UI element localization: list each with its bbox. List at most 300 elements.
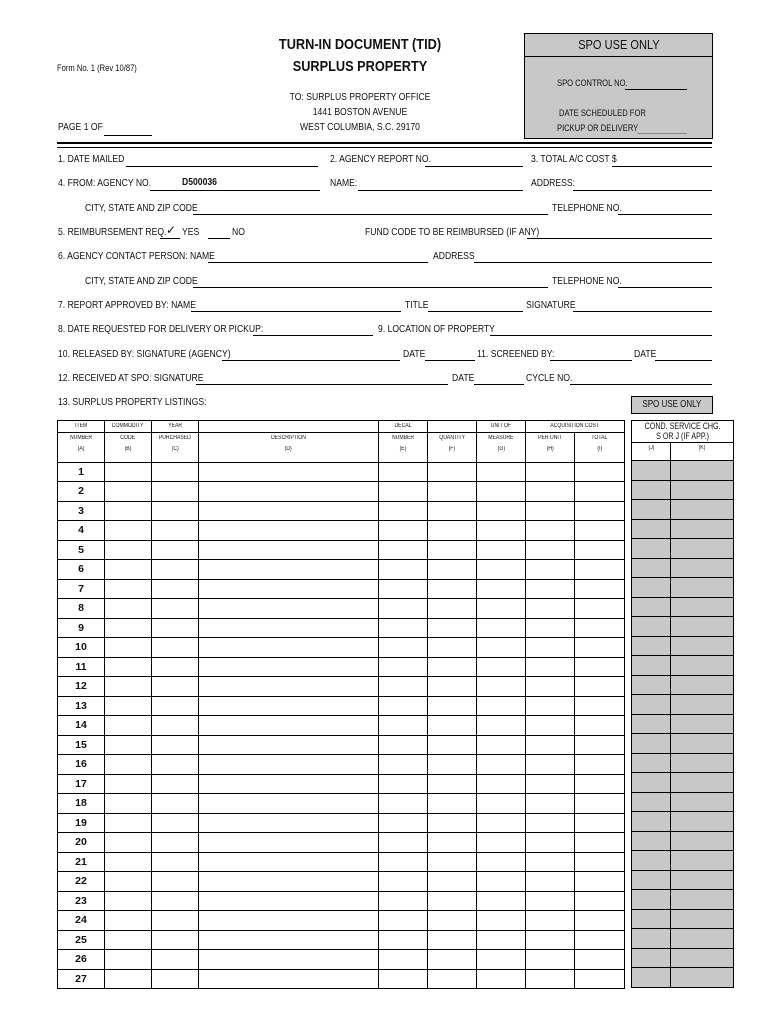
table-cell[interactable] — [379, 618, 428, 638]
spo-table-cell[interactable] — [632, 714, 671, 734]
table-cell[interactable] — [428, 911, 477, 931]
table-cell[interactable] — [526, 872, 575, 892]
table-cell[interactable] — [105, 969, 152, 989]
spo-table-cell[interactable] — [671, 675, 734, 695]
table-cell[interactable] — [379, 891, 428, 911]
table-cell[interactable] — [526, 930, 575, 950]
screened-by-field[interactable] — [550, 360, 632, 361]
table-cell[interactable] — [379, 716, 428, 736]
table-cell[interactable] — [477, 891, 526, 911]
table-cell[interactable] — [428, 716, 477, 736]
table-cell[interactable] — [379, 599, 428, 619]
table-cell[interactable] — [379, 813, 428, 833]
date-requested-field[interactable] — [253, 335, 373, 336]
table-cell[interactable] — [575, 833, 625, 853]
table-cell[interactable] — [379, 735, 428, 755]
table-cell[interactable] — [575, 774, 625, 794]
spo-table-cell[interactable] — [632, 578, 671, 598]
table-cell[interactable] — [105, 891, 152, 911]
reimbursement-yes-field[interactable] — [160, 238, 180, 239]
table-cell[interactable] — [428, 969, 477, 989]
table-cell[interactable] — [379, 872, 428, 892]
table-cell[interactable] — [477, 599, 526, 619]
table-cell[interactable] — [575, 950, 625, 970]
table-cell[interactable] — [477, 540, 526, 560]
table-cell[interactable] — [152, 735, 199, 755]
table-cell[interactable] — [152, 716, 199, 736]
table-cell[interactable] — [199, 696, 379, 716]
table-cell[interactable] — [105, 540, 152, 560]
table-cell[interactable] — [526, 657, 575, 677]
received-date-field[interactable] — [474, 384, 524, 385]
table-cell[interactable] — [477, 677, 526, 697]
table-cell[interactable] — [477, 560, 526, 580]
table-cell[interactable] — [428, 774, 477, 794]
table-cell[interactable] — [575, 755, 625, 775]
spo-table-cell[interactable] — [632, 636, 671, 656]
spo-table-cell[interactable] — [671, 636, 734, 656]
spo-table-cell[interactable] — [671, 714, 734, 734]
table-cell[interactable] — [428, 657, 477, 677]
table-cell[interactable] — [428, 950, 477, 970]
table-cell[interactable] — [105, 677, 152, 697]
spo-table-cell[interactable] — [632, 695, 671, 715]
table-cell[interactable] — [379, 638, 428, 658]
table-cell[interactable] — [526, 833, 575, 853]
table-cell[interactable] — [526, 579, 575, 599]
agency-no-field[interactable] — [150, 190, 320, 191]
table-cell[interactable] — [477, 638, 526, 658]
table-cell[interactable] — [379, 774, 428, 794]
table-cell[interactable] — [526, 774, 575, 794]
table-cell[interactable] — [428, 521, 477, 541]
spo-table-cell[interactable] — [671, 578, 734, 598]
table-cell[interactable] — [477, 579, 526, 599]
table-cell[interactable] — [379, 950, 428, 970]
spo-table-cell[interactable] — [671, 870, 734, 890]
spo-table-cell[interactable] — [671, 753, 734, 773]
spo-table-cell[interactable] — [632, 500, 671, 520]
table-cell[interactable] — [428, 872, 477, 892]
spo-table-cell[interactable] — [671, 909, 734, 929]
table-cell[interactable] — [526, 794, 575, 814]
spo-table-cell[interactable] — [632, 792, 671, 812]
table-cell[interactable] — [199, 579, 379, 599]
table-cell[interactable] — [526, 716, 575, 736]
spo-table-cell[interactable] — [671, 890, 734, 910]
telephone-field[interactable] — [618, 214, 712, 215]
table-cell[interactable] — [575, 540, 625, 560]
table-cell[interactable] — [105, 813, 152, 833]
table-cell[interactable] — [379, 462, 428, 482]
spo-table-cell[interactable] — [632, 480, 671, 500]
table-cell[interactable] — [379, 852, 428, 872]
table-cell[interactable] — [379, 677, 428, 697]
table-cell[interactable] — [526, 501, 575, 521]
table-cell[interactable] — [575, 716, 625, 736]
table-cell[interactable] — [575, 501, 625, 521]
location-property-field[interactable] — [490, 335, 712, 336]
table-cell[interactable] — [152, 521, 199, 541]
spo-table-cell[interactable] — [671, 734, 734, 754]
table-cell[interactable] — [575, 891, 625, 911]
spo-table-cell[interactable] — [671, 929, 734, 949]
table-cell[interactable] — [526, 560, 575, 580]
table-cell[interactable] — [199, 774, 379, 794]
spo-table-cell[interactable] — [671, 831, 734, 851]
table-cell[interactable] — [199, 657, 379, 677]
table-cell[interactable] — [152, 540, 199, 560]
table-cell[interactable] — [428, 482, 477, 502]
table-cell[interactable] — [199, 872, 379, 892]
table-cell[interactable] — [199, 521, 379, 541]
table-cell[interactable] — [152, 930, 199, 950]
table-cell[interactable] — [428, 794, 477, 814]
table-cell[interactable] — [477, 735, 526, 755]
table-cell[interactable] — [152, 852, 199, 872]
table-cell[interactable] — [199, 716, 379, 736]
table-cell[interactable] — [428, 579, 477, 599]
table-cell[interactable] — [575, 813, 625, 833]
spo-table-cell[interactable] — [632, 617, 671, 637]
table-cell[interactable] — [526, 852, 575, 872]
table-cell[interactable] — [379, 657, 428, 677]
table-cell[interactable] — [477, 794, 526, 814]
spo-table-cell[interactable] — [632, 656, 671, 676]
table-cell[interactable] — [105, 599, 152, 619]
table-cell[interactable] — [575, 560, 625, 580]
contact-address-field[interactable] — [474, 262, 712, 263]
spo-table-cell[interactable] — [632, 948, 671, 968]
table-cell[interactable] — [428, 540, 477, 560]
spo-table-cell[interactable] — [671, 480, 734, 500]
reimbursement-no-field[interactable] — [208, 238, 230, 239]
spo-table-cell[interactable] — [632, 539, 671, 559]
spo-table-cell[interactable] — [632, 870, 671, 890]
table-cell[interactable] — [152, 891, 199, 911]
table-cell[interactable] — [428, 930, 477, 950]
screened-date-field[interactable] — [655, 360, 712, 361]
table-cell[interactable] — [379, 930, 428, 950]
table-cell[interactable] — [575, 696, 625, 716]
table-cell[interactable] — [152, 501, 199, 521]
table-cell[interactable] — [152, 696, 199, 716]
table-cell[interactable] — [526, 755, 575, 775]
contact-city-state-zip-field[interactable] — [193, 287, 548, 288]
table-cell[interactable] — [152, 755, 199, 775]
table-cell[interactable] — [152, 969, 199, 989]
total-ac-cost-field[interactable] — [612, 166, 712, 167]
table-cell[interactable] — [575, 482, 625, 502]
table-cell[interactable] — [477, 813, 526, 833]
spo-table-cell[interactable] — [671, 695, 734, 715]
table-cell[interactable] — [105, 501, 152, 521]
table-cell[interactable] — [379, 969, 428, 989]
spo-table-cell[interactable] — [671, 968, 734, 988]
table-cell[interactable] — [152, 794, 199, 814]
table-cell[interactable] — [526, 521, 575, 541]
table-cell[interactable] — [152, 950, 199, 970]
spo-table-cell[interactable] — [671, 597, 734, 617]
table-cell[interactable] — [152, 638, 199, 658]
table-cell[interactable] — [152, 911, 199, 931]
table-cell[interactable] — [526, 735, 575, 755]
table-cell[interactable] — [526, 911, 575, 931]
table-cell[interactable] — [477, 462, 526, 482]
table-cell[interactable] — [526, 677, 575, 697]
approved-name-field[interactable] — [191, 311, 401, 312]
city-state-zip-field[interactable] — [193, 214, 548, 215]
table-cell[interactable] — [379, 833, 428, 853]
spo-table-cell[interactable] — [671, 500, 734, 520]
spo-table-cell[interactable] — [632, 558, 671, 578]
table-cell[interactable] — [105, 618, 152, 638]
table-cell[interactable] — [428, 735, 477, 755]
table-cell[interactable] — [575, 930, 625, 950]
spo-table-cell[interactable] — [632, 597, 671, 617]
spo-table-cell[interactable] — [632, 519, 671, 539]
table-cell[interactable] — [199, 794, 379, 814]
table-cell[interactable] — [575, 852, 625, 872]
table-cell[interactable] — [575, 599, 625, 619]
table-cell[interactable] — [428, 618, 477, 638]
released-date-field[interactable] — [425, 360, 475, 361]
table-cell[interactable] — [477, 482, 526, 502]
spo-table-cell[interactable] — [671, 461, 734, 481]
spo-table-cell[interactable] — [632, 831, 671, 851]
table-cell[interactable] — [379, 911, 428, 931]
spo-table-cell[interactable] — [632, 968, 671, 988]
table-cell[interactable] — [199, 638, 379, 658]
table-cell[interactable] — [199, 618, 379, 638]
table-cell[interactable] — [379, 501, 428, 521]
table-cell[interactable] — [199, 462, 379, 482]
table-cell[interactable] — [575, 735, 625, 755]
table-cell[interactable] — [477, 618, 526, 638]
table-cell[interactable] — [477, 521, 526, 541]
table-cell[interactable] — [105, 579, 152, 599]
spo-table-cell[interactable] — [671, 539, 734, 559]
table-cell[interactable] — [152, 774, 199, 794]
table-cell[interactable] — [199, 852, 379, 872]
table-cell[interactable] — [379, 482, 428, 502]
agency-report-no-field[interactable] — [425, 166, 523, 167]
table-cell[interactable] — [105, 794, 152, 814]
table-cell[interactable] — [105, 657, 152, 677]
table-cell[interactable] — [526, 462, 575, 482]
table-cell[interactable] — [152, 833, 199, 853]
table-cell[interactable] — [152, 872, 199, 892]
spo-table-cell[interactable] — [632, 890, 671, 910]
table-cell[interactable] — [477, 657, 526, 677]
contact-telephone-field[interactable] — [618, 287, 712, 288]
table-cell[interactable] — [199, 735, 379, 755]
table-cell[interactable] — [477, 774, 526, 794]
table-cell[interactable] — [199, 969, 379, 989]
table-cell[interactable] — [526, 599, 575, 619]
table-cell[interactable] — [105, 755, 152, 775]
table-cell[interactable] — [105, 560, 152, 580]
spo-table-cell[interactable] — [632, 909, 671, 929]
cycle-no-field[interactable] — [570, 384, 712, 385]
spo-table-cell[interactable] — [632, 929, 671, 949]
fund-code-field[interactable] — [527, 238, 712, 239]
table-cell[interactable] — [199, 813, 379, 833]
table-cell[interactable] — [105, 852, 152, 872]
table-cell[interactable] — [105, 833, 152, 853]
table-cell[interactable] — [152, 618, 199, 638]
spo-table-cell[interactable] — [671, 519, 734, 539]
table-cell[interactable] — [428, 501, 477, 521]
table-cell[interactable] — [477, 911, 526, 931]
table-cell[interactable] — [428, 599, 477, 619]
table-cell[interactable] — [526, 540, 575, 560]
table-cell[interactable] — [428, 462, 477, 482]
table-cell[interactable] — [477, 969, 526, 989]
table-cell[interactable] — [575, 677, 625, 697]
spo-table-cell[interactable] — [671, 773, 734, 793]
table-cell[interactable] — [477, 501, 526, 521]
date-mailed-field[interactable] — [126, 166, 318, 167]
table-cell[interactable] — [428, 696, 477, 716]
table-cell[interactable] — [428, 891, 477, 911]
spo-table-cell[interactable] — [671, 948, 734, 968]
table-cell[interactable] — [526, 813, 575, 833]
table-cell[interactable] — [105, 872, 152, 892]
table-cell[interactable] — [575, 657, 625, 677]
table-cell[interactable] — [152, 813, 199, 833]
table-cell[interactable] — [152, 482, 199, 502]
table-cell[interactable] — [379, 794, 428, 814]
table-cell[interactable] — [105, 930, 152, 950]
contact-name-field[interactable] — [208, 262, 428, 263]
table-cell[interactable] — [105, 638, 152, 658]
table-cell[interactable] — [477, 872, 526, 892]
table-cell[interactable] — [105, 716, 152, 736]
table-cell[interactable] — [152, 677, 199, 697]
table-cell[interactable] — [477, 833, 526, 853]
table-cell[interactable] — [575, 969, 625, 989]
table-cell[interactable] — [199, 501, 379, 521]
table-cell[interactable] — [105, 521, 152, 541]
table-cell[interactable] — [199, 677, 379, 697]
table-cell[interactable] — [428, 813, 477, 833]
table-cell[interactable] — [477, 696, 526, 716]
table-cell[interactable] — [526, 618, 575, 638]
table-cell[interactable] — [526, 891, 575, 911]
spo-table-cell[interactable] — [632, 734, 671, 754]
spo-table-cell[interactable] — [632, 812, 671, 832]
table-cell[interactable] — [152, 599, 199, 619]
table-cell[interactable] — [199, 599, 379, 619]
table-cell[interactable] — [199, 833, 379, 853]
page-total-field[interactable] — [104, 135, 152, 136]
spo-table-cell[interactable] — [671, 656, 734, 676]
table-cell[interactable] — [526, 696, 575, 716]
spo-table-cell[interactable] — [632, 773, 671, 793]
table-cell[interactable] — [199, 930, 379, 950]
table-cell[interactable] — [379, 540, 428, 560]
spo-table-cell[interactable] — [632, 851, 671, 871]
address-field[interactable] — [573, 190, 712, 191]
table-cell[interactable] — [575, 872, 625, 892]
table-cell[interactable] — [428, 677, 477, 697]
table-cell[interactable] — [105, 462, 152, 482]
table-cell[interactable] — [152, 657, 199, 677]
table-cell[interactable] — [526, 969, 575, 989]
spo-table-cell[interactable] — [671, 851, 734, 871]
table-cell[interactable] — [199, 911, 379, 931]
table-cell[interactable] — [428, 755, 477, 775]
released-by-field[interactable] — [222, 360, 400, 361]
table-cell[interactable] — [428, 560, 477, 580]
table-cell[interactable] — [477, 755, 526, 775]
approved-signature-field[interactable] — [573, 311, 712, 312]
spo-table-cell[interactable] — [671, 812, 734, 832]
table-cell[interactable] — [477, 716, 526, 736]
table-cell[interactable] — [575, 618, 625, 638]
table-cell[interactable] — [477, 852, 526, 872]
table-cell[interactable] — [575, 521, 625, 541]
table-cell[interactable] — [105, 735, 152, 755]
table-cell[interactable] — [105, 950, 152, 970]
table-cell[interactable] — [526, 950, 575, 970]
table-cell[interactable] — [526, 482, 575, 502]
table-cell[interactable] — [105, 774, 152, 794]
name-field[interactable] — [358, 190, 523, 191]
table-cell[interactable] — [575, 794, 625, 814]
spo-table-cell[interactable] — [671, 792, 734, 812]
spo-table-cell[interactable] — [671, 617, 734, 637]
table-cell[interactable] — [379, 579, 428, 599]
spo-table-cell[interactable] — [632, 675, 671, 695]
table-cell[interactable] — [379, 755, 428, 775]
table-cell[interactable] — [105, 482, 152, 502]
spo-table-cell[interactable] — [632, 753, 671, 773]
table-cell[interactable] — [379, 560, 428, 580]
table-cell[interactable] — [477, 950, 526, 970]
table-cell[interactable] — [105, 696, 152, 716]
table-cell[interactable] — [152, 462, 199, 482]
table-cell[interactable] — [152, 560, 199, 580]
table-cell[interactable] — [379, 521, 428, 541]
spo-table-cell[interactable] — [671, 558, 734, 578]
received-spo-field[interactable] — [196, 384, 448, 385]
spo-table-cell[interactable] — [632, 461, 671, 481]
table-cell[interactable] — [199, 482, 379, 502]
approved-title-field[interactable] — [428, 311, 523, 312]
table-cell[interactable] — [199, 540, 379, 560]
table-cell[interactable] — [575, 462, 625, 482]
table-cell[interactable] — [199, 950, 379, 970]
table-cell[interactable] — [105, 911, 152, 931]
table-cell[interactable] — [526, 638, 575, 658]
table-cell[interactable] — [428, 833, 477, 853]
table-cell[interactable] — [428, 638, 477, 658]
table-cell[interactable] — [199, 891, 379, 911]
date-scheduled-field[interactable] — [637, 133, 687, 134]
spo-control-no-field[interactable] — [625, 89, 687, 90]
table-cell[interactable] — [152, 579, 199, 599]
table-cell[interactable] — [199, 755, 379, 775]
table-cell[interactable] — [575, 638, 625, 658]
table-cell[interactable] — [428, 852, 477, 872]
table-cell[interactable] — [379, 696, 428, 716]
table-cell[interactable] — [575, 911, 625, 931]
table-cell[interactable] — [199, 560, 379, 580]
table-cell[interactable] — [575, 579, 625, 599]
table-cell[interactable] — [477, 930, 526, 950]
